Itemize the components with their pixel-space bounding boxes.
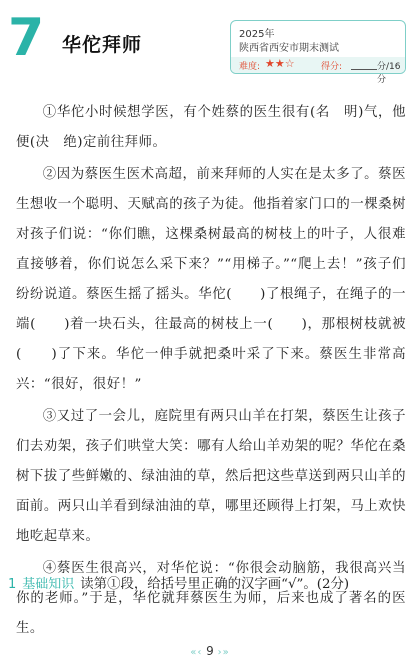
chevron-left-icon: «‹: [190, 647, 203, 658]
page-number: 9: [206, 644, 214, 658]
star-filled-icon: ★: [265, 57, 275, 70]
lesson-number: 7: [8, 8, 45, 68]
score-label: 得分:: [321, 62, 343, 72]
page-header: [0, 0, 420, 85]
difficulty-score-row: [231, 57, 405, 85]
reading-passage: [16, 98, 406, 644]
exam-info-box: [230, 20, 406, 85]
exam-source: 陕西省西安市期末测试: [239, 43, 339, 54]
paragraph-3: ③又过了一会儿，庭院里有两只山羊在打架，蔡医生让孩子们去劝架，孩子们哄堂大笑：哪有人给山羊劝架的呢？华佗在桑树下拔了些鲜嫩的、绿油油的草，然后把这些草送到两只山羊的面前。两只山羊看到绿油油的草，哪里还顾得上打架，马上欢快地吃起草来。: [16, 409, 406, 544]
exam-year: 2025年: [239, 29, 275, 40]
paragraph-2: ②因为蔡医生医术高超，前来拜师的人实在是太多了。蔡医生想收一个聪明、天赋高的孩子为徒。他指着家门口的一棵桑树对孩子们说：“你们瞧，这棵桑树最高的树枝上的叶子，人很难直接够着，你们说怎么采下来？”“用梯子。”“爬上去！”孩子们纷纷说道。蔡医生摇了摇头。华佗( )了根绳子，在绳子的一端( )着一块石头，往最高的树枝上一( )，那根树枝就被( )了下来。华佗一伸手就把桑叶采了下来。蔡医生非常高兴：“很好，很好！”: [16, 167, 406, 392]
difficulty-stars: [265, 57, 295, 70]
star-filled-icon: ★: [274, 57, 285, 70]
paragraph-1: ①华佗小时候想学医，有个姓蔡的医生很有(名 明)气，他便(决 绝)定前往拜师。: [16, 105, 406, 150]
page-footer: [0, 644, 420, 662]
question-text: 读第①段，给括号里正确的汉字画“√”。(2分): [80, 577, 350, 592]
score-blank[interactable]: [351, 69, 377, 70]
paragraph-4: ④蔡医生很高兴，对华佗说：“你很会动脑筋，我很高兴当你的老师。”于是，华佗就拜蔡医生为师，后来也成了著名的医生。: [16, 561, 406, 636]
question-number: 1: [8, 577, 17, 592]
difficulty-label: 难度:: [239, 62, 261, 72]
star-empty-icon: ☆: [284, 57, 295, 70]
question-tag: 基础知识: [22, 577, 75, 592]
question-1: [8, 574, 412, 596]
chevron-right-icon: ›»: [217, 647, 230, 658]
score-total: 分/16分: [377, 62, 401, 85]
lesson-title: 华佗拜师: [62, 34, 143, 56]
